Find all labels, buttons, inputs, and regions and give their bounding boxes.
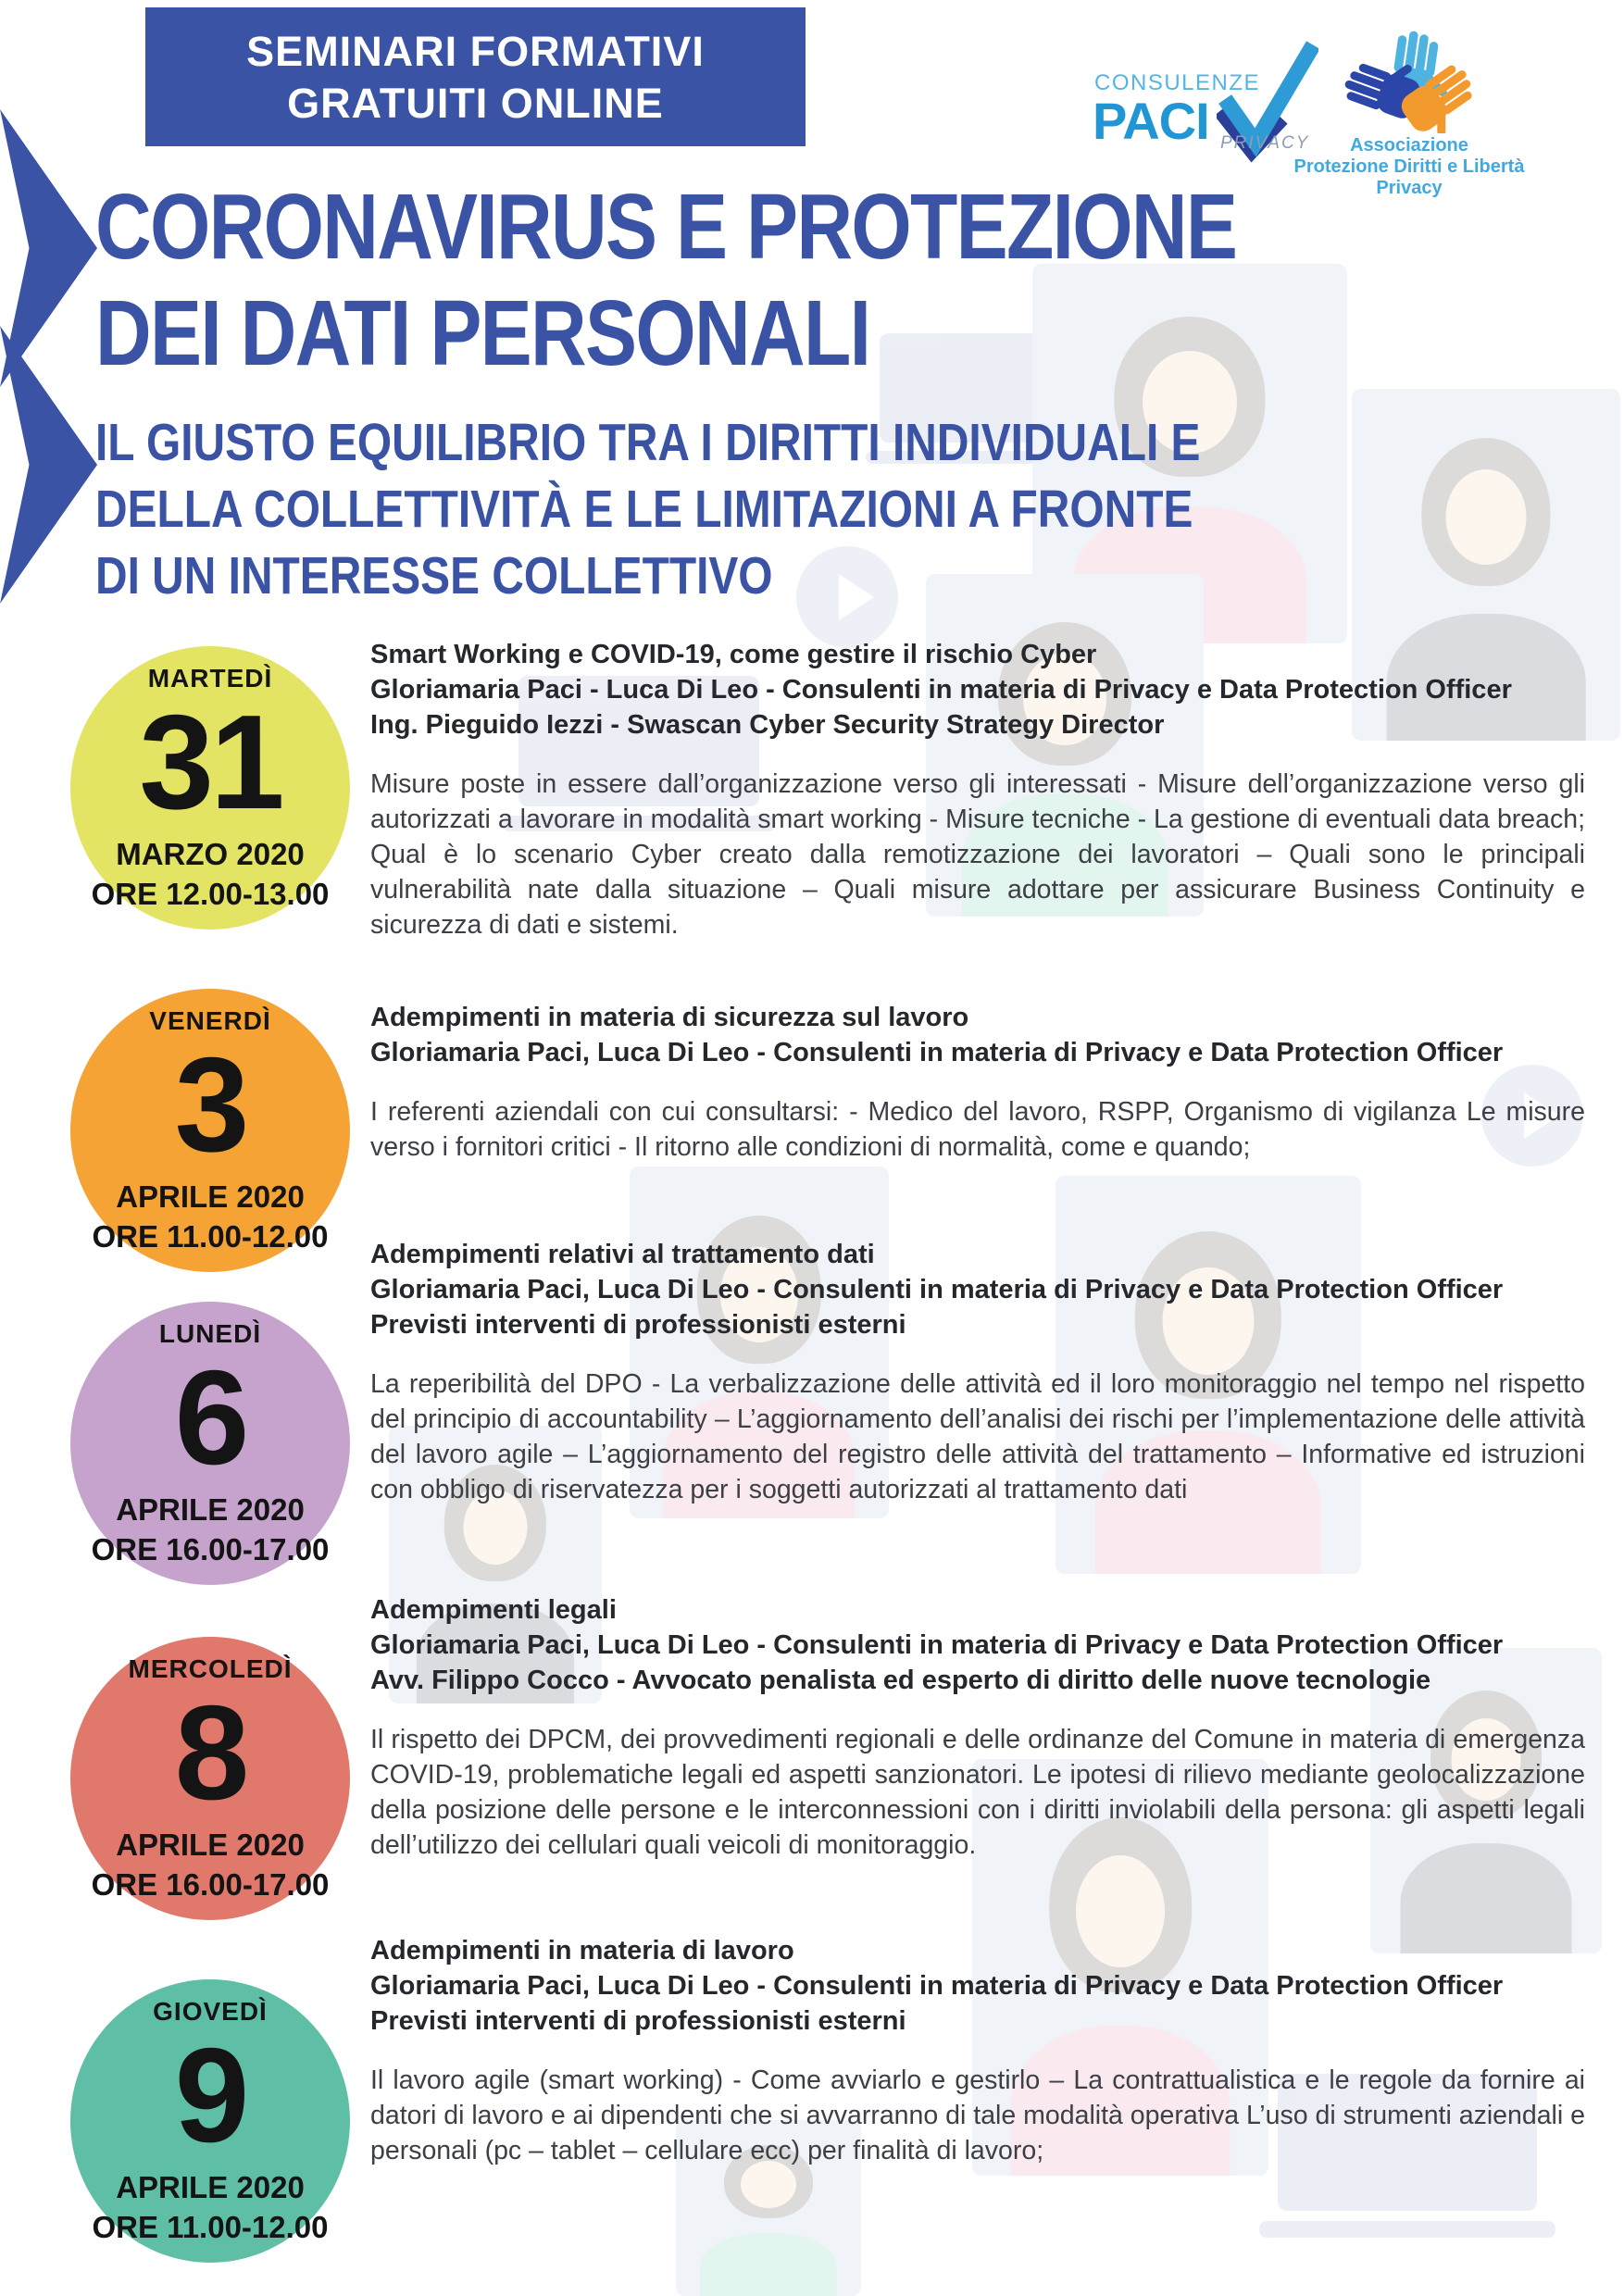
paci-logo-privacy: PRIVACY: [1220, 133, 1310, 153]
badge-time: ORE 11.00-12.00: [92, 1219, 329, 1254]
header-line-2: GRATUITI ONLINE: [287, 80, 664, 127]
session-description: Il rispetto dei DPCM, dei provvedimenti regionali e delle ordinanze del Comune in materia di emergenza COVID-19, problematiche legali ed aspetti sanzionatori. Le ipotesi di rilievo mediante geolocalizzazione della posizione delle persone e le interconnessioni con i diritti inviolabili della persona: gli aspetti legali dell’utilizzo dei cellulari quali veicoli di monitoraggio.: [370, 1725, 1585, 1860]
badge-day: LUNEDÌ: [158, 1319, 262, 1348]
hands-icon: [1330, 22, 1488, 133]
chevron-right-icon: [0, 326, 97, 604]
subtitle-line-2: DELLA COLLETTIVITÀ E LE LIMITAZIONI A FRONTE: [95, 480, 1193, 539]
session-adempimenti-legali: [370, 1592, 1585, 1863]
badge-number: 8: [174, 1678, 246, 1828]
subtitle-line-3: DI UN INTERESSE COLLETTIVO: [95, 546, 773, 605]
association-line-2: Protezione Diritti e Libertà: [1293, 156, 1525, 177]
session-speaker: Previsti interventi di professionisti esterni: [370, 2006, 906, 2036]
page-title: [95, 174, 1236, 387]
session-speaker: Previsti interventi di professionisti esterni: [370, 1310, 906, 1340]
session-speaker: Gloriamaria Paci - Luca Di Leo - Consulenti in materia di Privacy e Data Protection Officer: [370, 675, 1512, 705]
session-smart-working: [370, 637, 1585, 942]
title-line-1: CORONAVIRUS E PROTEZIONE: [95, 175, 1237, 279]
badge-time: ORE 16.00-17.00: [91, 1532, 330, 1566]
date-badge-6-aprile: [70, 1302, 350, 1585]
badge-month: APRILE 2020: [116, 1179, 305, 1214]
session-speaker: Ing. Pieguido Iezzi - Swascan Cyber Security Strategy Director: [370, 710, 1165, 740]
paci-logo-name: PACI: [1093, 92, 1209, 150]
session-speaker: Avv. Filippo Cocco - Avvocato penalista ed esperto di diritto delle nuove tecnologie: [370, 1666, 1431, 1695]
date-badge-8-aprile: [70, 1637, 350, 1920]
badge-month: MARZO 2020: [116, 837, 305, 871]
session-title: Adempimenti relativi al trattamento dati: [370, 1240, 875, 1269]
session-description: La reperibilità del DPO - La verbalizzazione delle attività ed il loro monitoraggio nel tempo nel rispetto del principio di accountability – L’aggiornamento dell’analisi dei rischi per l’implementazione delle attività del lavoro agile – L’aggiornamento del registro delle attività del trattamento – Informative ed istruzioni con obbligo di riservatezza per i soggetti autorizzati al trattamento dati: [370, 1369, 1585, 1504]
badge-number: 3: [174, 1029, 246, 1179]
badge-time: ORE 11.00-12.00: [92, 2210, 329, 2244]
association-line-3: Privacy: [1376, 178, 1443, 198]
badge-number: 9: [174, 2020, 246, 2170]
badge-day: MARTEDÌ: [147, 664, 273, 693]
date-badge-9-aprile: [70, 1979, 350, 2263]
subtitle-line-1: IL GIUSTO EQUILIBRIO TRA I DIRITTI INDIVIDUALI E: [95, 413, 1201, 472]
session-description: Misure poste in essere dall’organizzazione verso gli interessati - Misure dell’organizzazione verso gli autorizzati a lavorare in modalità smart working - Misure tecniche - La gestione di eventuali data breach; Qual è lo scenario Cyber creato dalla remotizzazione dei lavoratori – Quali sono le principali vulnerabilità nate dalla situazione – Quali misure adottare per assicurare Business Continuity e sicurezza di dati e sistemi.: [370, 769, 1585, 940]
session-sicurezza-lavoro: [370, 1000, 1585, 1165]
page-subtitle: [95, 409, 1200, 609]
session-speaker: Gloriamaria Paci, Luca Di Leo - Consulenti in materia di Privacy e Data Protection Officer: [370, 1630, 1504, 1660]
badge-number: 31: [139, 687, 281, 837]
session-speaker: Gloriamaria Paci, Luca Di Leo - Consulenti in materia di Privacy e Data Protection Officer: [370, 1971, 1504, 2001]
badge-time: ORE 12.00-13.00: [91, 877, 330, 911]
badge-month: APRILE 2020: [116, 1492, 305, 1527]
session-materia-lavoro: [370, 1933, 1585, 2168]
date-badge-3-aprile: [70, 989, 350, 1272]
session-title: Adempimenti in materia di sicurezza sul lavoro: [370, 1003, 969, 1032]
date-badge-31-marzo: [70, 646, 350, 930]
header-badge: [145, 7, 806, 146]
paci-logo-consulenze: CONSULENZE: [1094, 70, 1261, 95]
association-logo: [1289, 22, 1530, 199]
badge-month: APRILE 2020: [116, 1828, 305, 1862]
session-title: Adempimenti legali: [370, 1595, 617, 1625]
badge-time: ORE 16.00-17.00: [91, 1867, 330, 1902]
session-title: Smart Working e COVID-19, come gestire il rischio Cyber: [370, 640, 1097, 669]
chevron-right-icon: [0, 109, 97, 387]
session-trattamento-dati: [370, 1237, 1585, 1507]
association-name: [1289, 135, 1530, 199]
session-speaker: Gloriamaria Paci, Luca Di Leo - Consulenti in materia di Privacy e Data Protection Officer: [370, 1038, 1504, 1067]
badge-day: VENERDÌ: [149, 1006, 271, 1035]
badge-day: GIOVEDÌ: [153, 1997, 268, 2026]
badge-number: 6: [174, 1342, 246, 1492]
badge-day: MERCOLEDÌ: [128, 1654, 293, 1683]
title-line-2: DEI DATI PERSONALI: [95, 281, 870, 385]
association-line-1: Associazione: [1350, 135, 1468, 156]
session-description: Il lavoro agile (smart working) - Come avviarlo e gestirlo – La contrattualistica e le regole da fornire ai datori di lavoro e ai dipendenti che si avvarranno di tale modalità operativa L’uso di strumenti aziendali e personali (pc – tablet – cellulare ecc) per finalità di lavoro;: [370, 2065, 1585, 2165]
session-speaker: Gloriamaria Paci, Luca Di Leo - Consulenti in materia di Privacy e Data Protection Officer: [370, 1275, 1504, 1304]
session-description: I referenti aziendali con cui consultarsi: - Medico del lavoro, RSPP, Organismo di vigilanza Le misure verso i fornitori critici - Il ritorno alle condizioni di normalità, come e quando;: [370, 1097, 1585, 1162]
header-line-1: SEMINARI FORMATIVI: [246, 28, 705, 75]
badge-month: APRILE 2020: [116, 2170, 305, 2204]
session-title: Adempimenti in materia di lavoro: [370, 1936, 794, 1965]
